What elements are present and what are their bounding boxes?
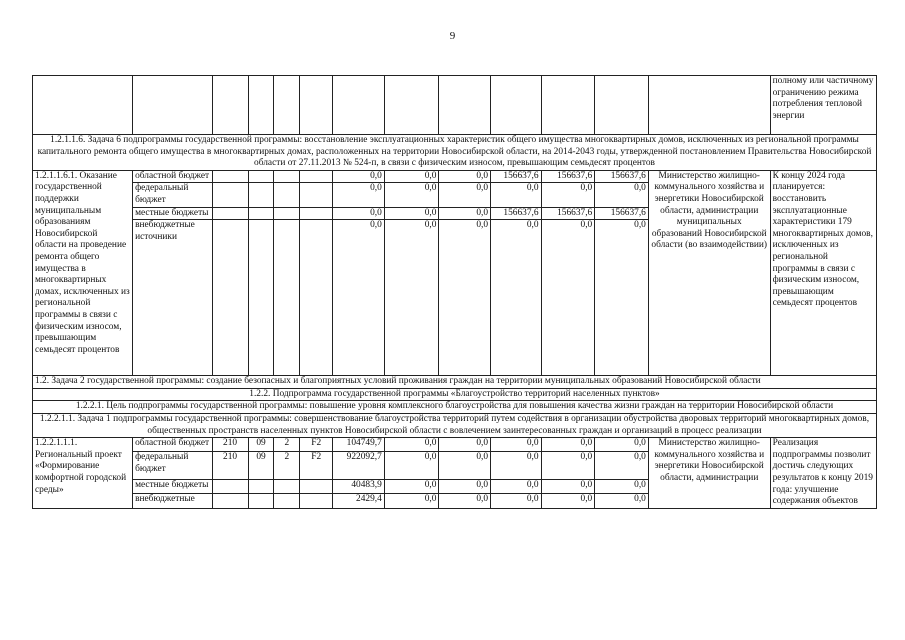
table-row: местные бюджеты 40483,9 0,0 0,0 0,0 0,0 0,0 xyxy=(33,479,877,493)
funding-source: федеральный бюджет xyxy=(133,452,212,480)
table-row: федеральный бюджет 210 09 2 F2 922092,7 0,0 0,0 0,0 0,0 0,0 xyxy=(33,452,877,480)
page-number: 9 xyxy=(449,30,456,42)
funding-source: внебюджетные источники xyxy=(133,220,212,376)
financing-table xyxy=(32,75,877,509)
table-row: 1.2.1.1.6.1. Оказание государственной поддержки муниципальным образованиям Новосибирской области на проведение ремонта общего имущества в многоквартирных домах, исключенных из региональной программы в связи с физическим износом, превышающим семьдесят процентов областной бюджет 0,0 0,0 0,0 156637,6 156637,6 156637,6 Министерство жилищно-коммунального хозяйства и энергетики Новосибирской области, администрации муниципальных образований Новосибирской области (во взаимодействии) К концу 2024 года планируется: восстановить эксплуатационные характеристики 179 многоквартирных домов, исключенных из региональной программы в связи с физическим износом, превышающим семьдесят процентов xyxy=(33,170,877,183)
funding-source: местные бюджеты xyxy=(133,207,212,220)
table-row: федеральный бюджет 0,0 0,0 0,0 0,0 0,0 0,0 xyxy=(33,183,877,207)
measure-name: 1.2.2.1.1.1. Региональный проект «Формирование комфортной городской среды» xyxy=(33,438,133,509)
result-cell: К концу 2024 года планируется: восстановить эксплуатационные характеристики 179 многоквартирных домов, исключенных из региональной программы в связи с физическим износом, превышающим семьдесят процентов xyxy=(770,170,876,375)
table-row: внебюджетные 2429,4 0,0 0,0 0,0 0,0 0,0 xyxy=(33,494,877,508)
funding-source: федеральный бюджет xyxy=(133,183,212,207)
table-row: 1.2.2.1.1.1. Региональный проект «Формирование комфортной городской среды» областной бюджет 210 09 2 F2 104749,7 0,0 0,0 0,0 0,0 0,0 Министерство жилищно-коммунального хозяйства и энергетики Новосибирской области, администрации Реализация подпрограммы позволит достичь следующих результатов к концу 2019 года: улучшение содержания объектов xyxy=(33,438,877,452)
result-cell: Реализация подпрограммы позволит достичь следующих результатов к концу 2019 года: улучшение содержания объектов xyxy=(770,438,876,509)
subprogram-heading: 1.2.2. Подпрограмма государственной программы «Благоустройство территорий населенных пунктов» xyxy=(33,388,877,401)
result-cell: полному или частичному ограничению режима потребления тепловой энергии xyxy=(770,76,876,135)
goal-heading: 1.2.2.1. Цель подпрограммы государственной программы: повышение уровня комплексного благоустройства для повышения качества жизни граждан на территории Новосибирской области xyxy=(33,401,877,414)
table-row: внебюджетные источники 0,0 0,0 0,0 0,0 0,0 0,0 xyxy=(33,220,877,376)
executor-cell: Министерство жилищно-коммунального хозяйства и энергетики Новосибирской области, администрации муниципальных образований Новосибирской области (во взаимодействии) xyxy=(648,170,770,375)
funding-source: внебюджетные xyxy=(133,494,212,508)
task-heading: 1.2.1.1.6. Задача 6 подпрограммы государственной программы: восстановление эксплуатационных характеристик общего имущества многоквартирных домов, исключенных из региональной программы капитального ремонта общего имущества в многоквартирных домах, расположенных на территории Новосибирской области, на 2014-2043 годы, утвержденной постановлением Правительства Новосибирской области от 27.11.2013 № 524-п, в связи с физическим износом, превышающим семьдесят процентов xyxy=(33,135,877,171)
table-row: местные бюджеты 0,0 0,0 0,0 156637,6 156637,6 156637,6 xyxy=(33,207,877,220)
executor-cell: Министерство жилищно-коммунального хозяйства и энергетики Новосибирской области, администрации xyxy=(648,438,770,509)
task-heading-row xyxy=(33,135,877,171)
funding-source: местные бюджеты xyxy=(133,479,212,493)
continuation-row xyxy=(33,76,877,135)
measure-name: 1.2.1.1.6.1. Оказание государственной поддержки муниципальным образованиям Новосибирской области на проведение ремонта общего имущества в многоквартирных домах, исключенных из региональной программы в связи с физическим износом, превышающим семьдесят процентов xyxy=(33,170,133,375)
funding-source: областной бюджет xyxy=(133,438,212,452)
task-heading: 1.2. Задача 2 государственной программы: создание безопасных и благоприятных условий проживания граждан на территории муниципальных образований Новосибирской области xyxy=(33,376,877,389)
task-heading: 1.2.2.1.1. Задача 1 подпрограммы государственной программы: совершенствование благоустройства территорий путем содействия в организации обустройства дворовых территорий многоквартирных домов, общественных пространств населенных пунктов Новосибирской области с вовлечением заинтересованных граждан и организаций в процесс реализации xyxy=(33,413,877,437)
funding-source: областной бюджет xyxy=(133,170,212,183)
